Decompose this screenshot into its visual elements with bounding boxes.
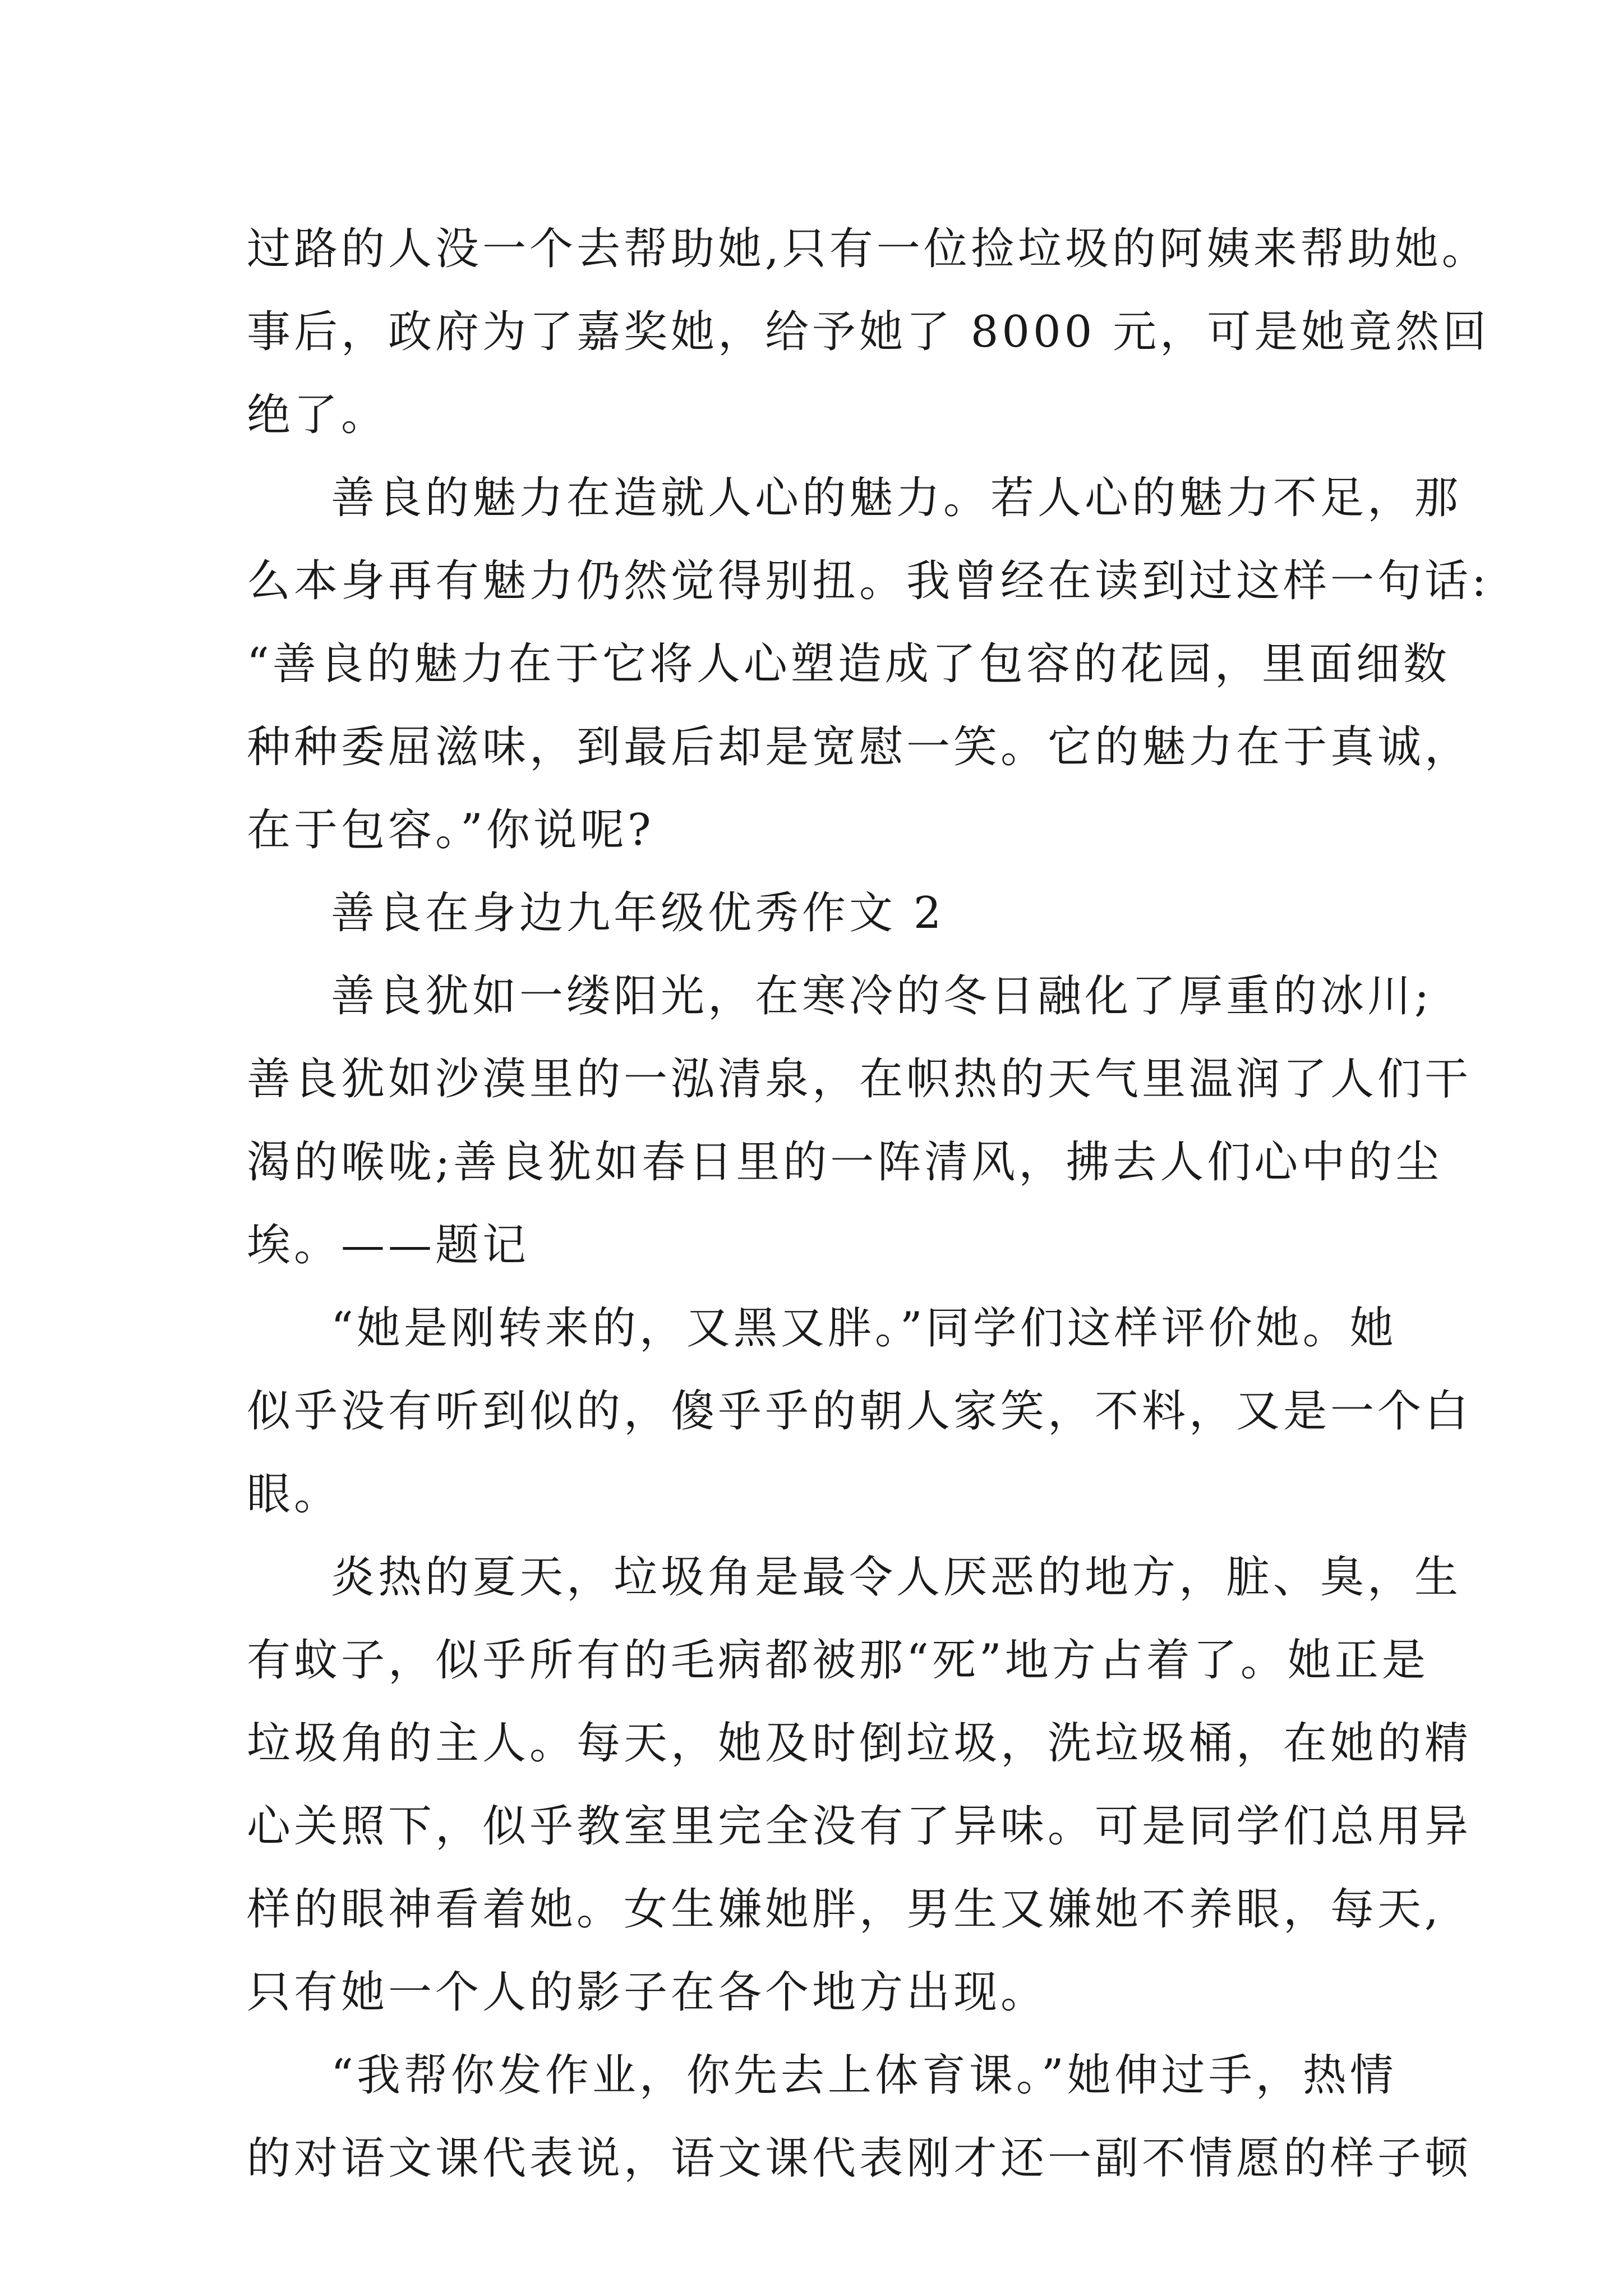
text-line: 埃。——题记 (247, 1220, 530, 1271)
text-line: 在于包容。”你说呢? (247, 805, 654, 855)
text-line: 渴的喉咙;善良犹如春日里的一阵清风，拂去人们心中的尘 (247, 1137, 1443, 1188)
section-title: 善良在身边九年级优秀作文 2 (331, 888, 945, 938)
text-line: 过路的人没一个去帮助她,只有一位捡垃圾的阿姨来帮助她。 (247, 224, 1489, 274)
text-line: 的对语文课代表说，语文课代表刚才还一副不情愿的样子顿 (247, 2133, 1472, 2184)
text-line: 垃圾角的主人。每天，她及时倒垃圾，洗垃圾桶，在她的精 (247, 1718, 1472, 1769)
text-line: 事后，政府为了嘉奖她，给予她了 8000 元，可是她竟然回 (247, 307, 1490, 357)
text-line: 炎热的夏天，垃圾角是最令人厌恶的地方，脏、臭，生 (331, 1552, 1462, 1603)
text-line: 么本身再有魅力仍然觉得别扭。我曾经在读到过这样一句话: (247, 556, 1490, 606)
text-line: “她是刚转来的，又黑又胖。”同学们这样评价她。她 (331, 1303, 1397, 1354)
text-line: 善良犹如沙漠里的一泓清泉，在帜热的天气里温润了人们干 (247, 1054, 1472, 1105)
text-line: 只有她一个人的影子在各个地方出现。 (247, 1967, 1048, 2018)
text-line: “善良的魅力在于它将人心塑造成了包容的花园，里面细数 (247, 639, 1450, 689)
text-line: 样的眼神看着她。女生嫌她胖，男生又嫌她不养眼，每天, (247, 1884, 1442, 1935)
text-line: 有蚊子，似乎所有的毛病都被那“死”地方占着了。她正是 (247, 1635, 1429, 1686)
text-line: 心关照下，似乎教室里完全没有了异味。可是同学们总用异 (247, 1801, 1472, 1852)
text-line: 绝了。 (247, 390, 389, 440)
text-line: “我帮你发作业，你先去上体育课。”她伸过手，热情 (331, 2050, 1397, 2101)
document-body (247, 208, 1490, 2200)
text-line: 种种委屈滋味，到最后却是宽慰一笑。它的魅力在于真诚， (247, 722, 1472, 772)
text-line: 善良犹如一缕阳光，在寒冷的冬日融化了厚重的冰川; (331, 971, 1433, 1022)
text-line: 似乎没有听到似的，傻乎乎的朝人家笑，不料，又是一个白 (247, 1386, 1472, 1437)
text-line: 眼。 (247, 1469, 342, 1520)
text-line: 善良的魅力在造就人心的魅力。若人心的魅力不足，那 (331, 473, 1462, 523)
